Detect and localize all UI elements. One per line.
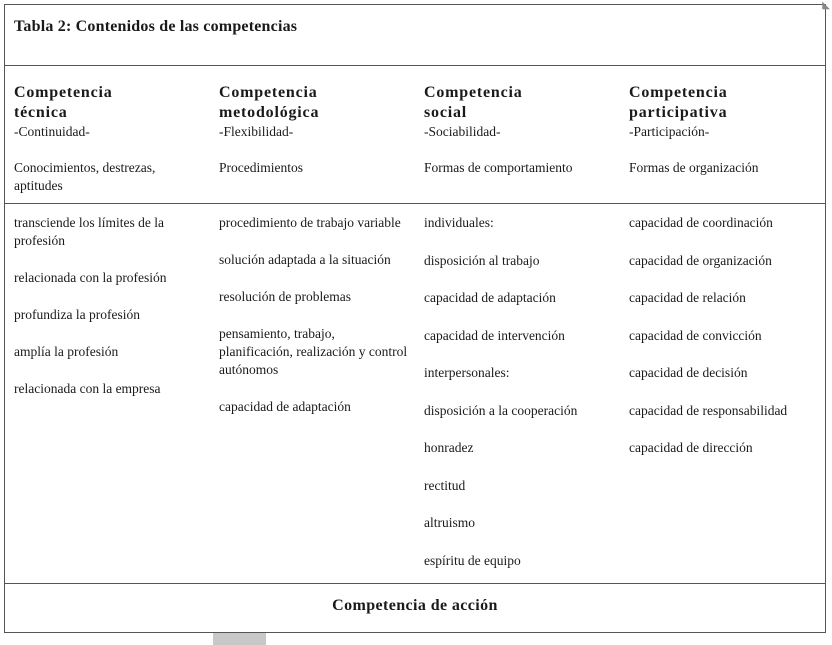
header-subtitle: -Continuidad- (14, 124, 90, 139)
list-item: altruismo (424, 515, 475, 530)
list-item: individuales: (424, 215, 494, 230)
header-title-line1: Competencia (424, 84, 523, 101)
list-item: capacidad de relación (629, 290, 746, 305)
list-item: transciende los límites de la profesión (14, 215, 164, 248)
list-item: capacidad de convicción (629, 327, 762, 343)
header-metodologica (219, 83, 409, 177)
header-participativa (629, 83, 824, 177)
list-item: capacidad de adaptación (219, 399, 351, 414)
footer-label: Competencia de acción (332, 597, 498, 614)
scrollbar-thumb[interactable] (213, 633, 266, 645)
list-item: disposición al trabajo (424, 252, 540, 268)
table-title: Tabla 2: Contenidos de las competencias (14, 18, 298, 35)
header-subtitle: -Participación- (629, 124, 710, 139)
list-item: capacidad de intervención (424, 327, 565, 343)
items-tecnica (14, 214, 204, 417)
header-title-line2: técnica (14, 104, 68, 121)
list-item: capacidad de dirección (629, 440, 753, 455)
list-item: capacidad de adaptación (424, 290, 556, 305)
table-title-row (5, 5, 825, 66)
header-description: Conocimientos, destrezas, aptitudes (14, 160, 156, 193)
header-description: Formas de organización (629, 160, 759, 175)
header-title (14, 83, 204, 123)
list-item: amplía la profesión (14, 344, 119, 359)
list-item: interpersonales: (424, 365, 510, 380)
header-title-line1: Competencia (629, 84, 728, 101)
competencias-table (4, 4, 826, 633)
list-item: disposición a la cooperación (424, 402, 578, 418)
table-body-row (5, 204, 825, 583)
list-item: relacionada con la empresa (14, 381, 161, 396)
list-item: honradez (424, 440, 474, 455)
list-item: espíritu de equipo (424, 552, 521, 568)
header-title (219, 83, 409, 123)
list-item: capacidad de responsabilidad (629, 402, 788, 418)
header-title (424, 83, 619, 123)
list-item: procedimiento de trabajo variable (219, 215, 401, 230)
list-item: solución adaptada a la situación (219, 252, 391, 267)
header-title-line2: metodológica (219, 104, 320, 121)
header-title-line2: social (424, 104, 468, 121)
list-item: pensamiento, trabajo, planificación, realización y control autónomos (219, 326, 408, 377)
header-subtitle: -Sociabilidad- (424, 124, 501, 139)
items-metodologica (219, 214, 409, 435)
items-participativa (629, 214, 824, 477)
header-social (424, 83, 619, 177)
items-social (424, 214, 619, 589)
header-title-line2: participativa (629, 104, 728, 121)
list-item: relacionada con la profesión (14, 270, 167, 285)
list-item: capacidad de organización (629, 252, 772, 268)
list-item: capacidad de coordinación (629, 215, 773, 230)
list-item: profundiza la profesión (14, 307, 140, 322)
table-header-row (5, 66, 825, 204)
list-item: rectitud (424, 477, 466, 493)
header-description: Procedimientos (219, 160, 303, 175)
list-item: resolución de problemas (219, 289, 351, 304)
header-title (629, 83, 824, 123)
header-title-line1: Competencia (219, 84, 318, 101)
table-footer-row (5, 583, 825, 632)
list-item: capacidad de decisión (629, 365, 748, 380)
header-description: Formas de comportamiento (424, 160, 573, 175)
header-subtitle: -Flexibilidad- (219, 124, 294, 139)
header-title-line1: Competencia (14, 84, 113, 101)
resize-corner-icon: ◣ (822, 0, 830, 11)
header-tecnica (14, 83, 204, 195)
